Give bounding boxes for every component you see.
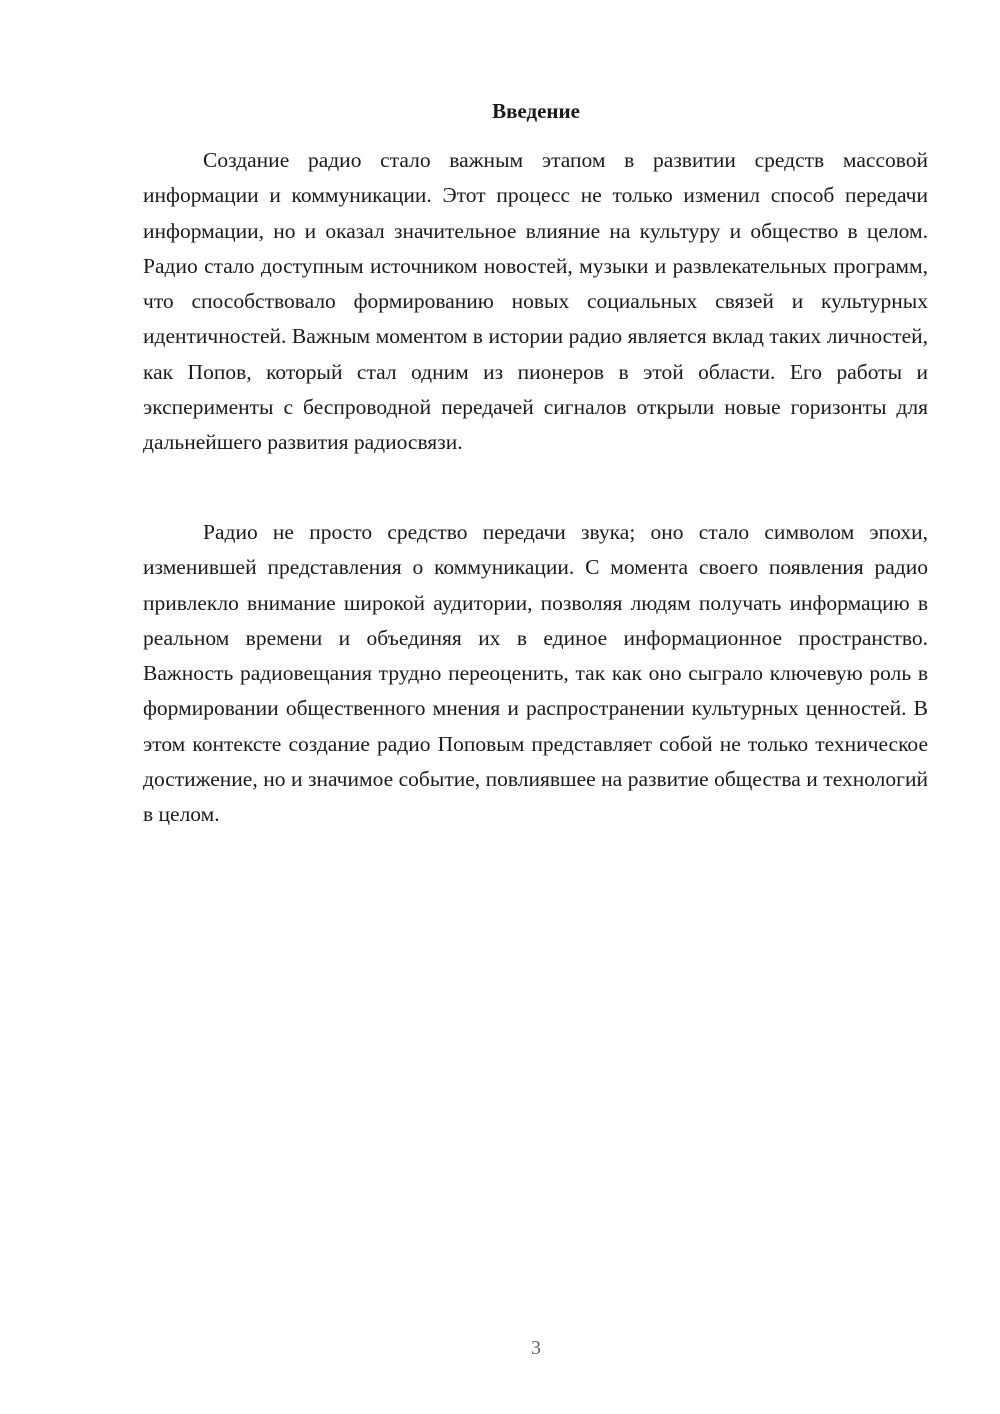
paragraph-1-container bbox=[143, 143, 928, 461]
page-title: Введение bbox=[492, 99, 580, 123]
paragraph-2-container bbox=[143, 515, 928, 833]
paragraph-1: Создание радио стало важным этапом в развитии средств массовой информации и коммуникации. Этот процесс не только изменил способ передачи информации, но и оказал значительное влияние на культуру и общество в целом. Радио стало доступным источником новостей, музыки и развлекательных программ, что способствовало формированию новых социальных связей и культурных идентичностей. Важным моментом в истории радио является вклад таких личностей, как Попов, который стал одним из пионеров в этой области. Его работы и эксперименты с беспроводной передачей сигналов открыли новые горизонты для дальнейшего развития радиосвязи. bbox=[143, 148, 928, 455]
page-number: 3 bbox=[531, 1337, 541, 1359]
paragraph-2: Радио не просто средство передачи звука; оно стало символом эпохи, изменившей представления о коммуникации. С момента своего появления радио привлекло внимание широкой аудитории, позволяя людям получать информацию в реальном времени и объединяя их в единое информационное пространство. Важность радиовещания трудно переоценить, так как оно сыграло ключевую роль в формировании общественного мнения и распространении культурных ценностей. В этом контексте создание радио Поповым представляет собой не только техническое достижение, но и значимое событие, повлиявшее на развитие общества и технологий в целом. bbox=[143, 520, 928, 827]
